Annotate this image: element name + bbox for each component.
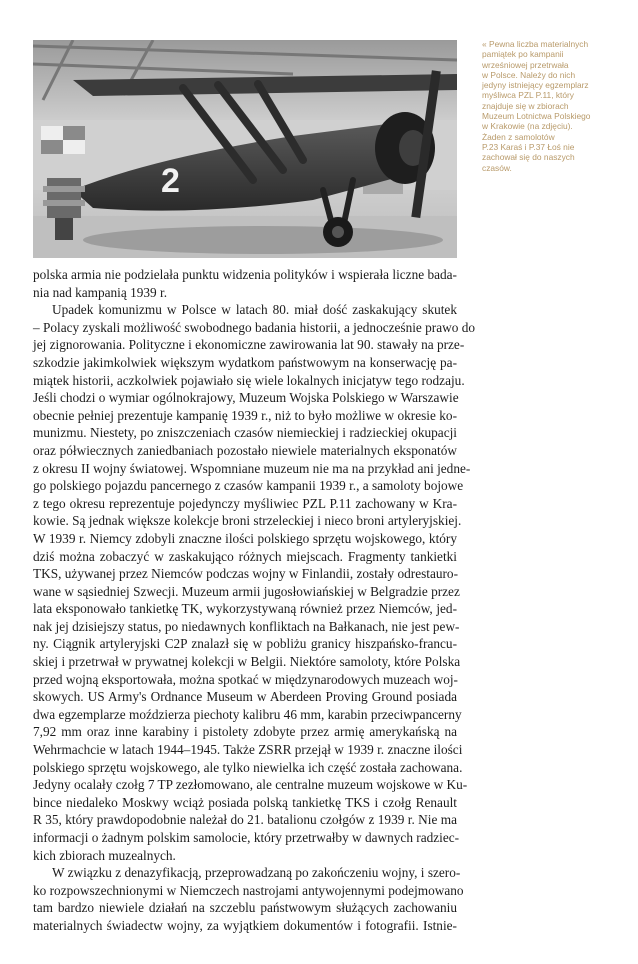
text-line: z okresu II wojny światowej. Wspomniane muzeum nie ma na przykład ani jedne- <box>33 460 471 476</box>
text-line: Wehrmachcie w latach 1944–1945. Także ZSRR przejął w 1939 r. znaczne ilości <box>33 742 463 758</box>
text-line: Jeśli chodzi o wymiar ogólnokrajowy, Muzeum Wojska Polskiego w Warszawie <box>33 390 459 406</box>
text-line: ny. Ciągnik artyleryjski C2P znalazł się w pobliżu granicy hiszpańsko-francu- <box>33 636 457 652</box>
text-line: nak jej dzisiejszy status, po niedawnych konfliktach na Bałkanach, nie jest pew- <box>33 618 460 634</box>
text-line: informacji o żadnym polskim samolocie, który przetrwałby w dawnych radziec- <box>33 830 460 845</box>
text-line: obecnie pełniej prezentuje kampanię 1939 r., niż to było możliwe w okresie ko- <box>33 407 457 423</box>
caption-line: myśliwca PZL P.11, który <box>482 90 574 101</box>
text-line: skiej i przetrwał w prywatnej kolekcji w Belgii. Niektóre samoloty, które Polska <box>33 654 461 670</box>
caption-line: pamiątek po kampanii <box>482 49 564 60</box>
caption-line: w Polsce. Należy do nich <box>482 69 576 80</box>
caption-line: w Krakowie (na zdjęciu). <box>482 121 573 132</box>
text-line: materialnych świadectw wojny, za wyjątkiem dokumentów i fotografii. Istnie- <box>33 917 457 933</box>
text-line: W związku z denazyfikacją, przeprowadzaną po zakończeniu wojny, i szero- <box>52 865 461 881</box>
text-line: W 1939 r. Niemcy zdobyli znaczne ilości polskiego sprzętu wojskowego, który <box>33 530 457 546</box>
main-text <box>33 266 476 935</box>
caption-line: Muzeum Lotnictwa Polskiego <box>482 111 591 122</box>
text-line: Upadek komunizmu w Polsce w latach 80. miał dość zaskakujący skutek <box>52 302 457 318</box>
floor-shadow <box>83 226 443 254</box>
text-line: polska armia nie podzielała punktu widzenia polityków i wspierała liczne bada- <box>33 267 457 282</box>
caption-line: Żaden z samolotów <box>482 131 555 142</box>
text-line: jej zignorowania. Polityczne i ekonomiczne zawirowania lat 90. stawały na prze- <box>33 337 465 353</box>
aircraft-photo <box>33 40 457 258</box>
text-line: bince niedaleko Moskwy wciąż posiada polską tankietkę TKS i czołg Renault <box>33 794 457 810</box>
caption-line: zachował się do naszych <box>482 152 575 163</box>
text-line: wane w sąsiedniej Szwecji. Muzeum armii jugosłowiańskiej w Belgradzie przez <box>33 583 460 599</box>
text-line: szkodzie jakimkolwiek większym wydatkom państwowym na konserwację pa- <box>33 354 457 370</box>
text-line: kowie. Są jednak większe kolekcje broni strzeleckiej i nieco broni artyleryjskiej. <box>33 513 462 529</box>
caption-line: wrześniowej przetrwała <box>482 59 569 70</box>
text-line: dziś można zobaczyć w zaskakująco różnych miejscach. Fragmenty tankietki <box>33 548 457 564</box>
text-line: R 35, który prawdopodobnie należał do 21. batalionu czołgów z 1939 r. Nie ma <box>33 812 457 828</box>
caption-line: jedyny istniejący egzemplarz <box>482 80 589 91</box>
paragraph <box>33 864 464 934</box>
caption-line: znajduje się w zbiorach <box>482 100 569 111</box>
text-line: TKS, używanej przez Niemców podczas wojny w Finlandii, zostały odrestauro- <box>33 566 459 582</box>
text-line: skowych. US Army's Ordnance Museum w Aberdeen Proving Ground posiada <box>33 689 457 705</box>
caption-line: czasów. <box>482 162 512 173</box>
text-line: przed wojną eksportowała, można spotkać w międzynarodowych muzeach woj- <box>33 671 458 687</box>
text-line: miątek historii, aczkolwiek pojawiało się wiele lokalnych inicjatyw tego rodzaju. <box>33 372 465 388</box>
text-line: z tego okresu reprezentuje pojedynczy myśliwiec PZL P.11 zachowany w Kra- <box>33 495 457 511</box>
text-line: 7,92 mm oraz inne karabiny i pistolety zdobyte przez armię amerykańską na <box>33 724 457 740</box>
fuselage-number: 2 <box>161 162 180 200</box>
text-line: polskiego sprzętu wojskowego, ale tylko niewielka ich część została zachowana. <box>33 759 463 775</box>
text-line: dwa egzemplarze moździerza piechoty kalibru 46 mm, karabin przeciwpancerny <box>33 706 462 722</box>
caption-line: « Pewna liczba materialnych <box>482 39 589 49</box>
text-line: kich zbiorach muzealnych. <box>33 847 176 863</box>
text-line: nia nad kampanią 1939 r. <box>33 284 168 300</box>
aircraft-illustration <box>33 40 457 258</box>
text-line: oraz półwiecznych zaniedbaniach pozostało niewiele materialnych eksponatów <box>33 442 457 458</box>
photo-caption <box>482 39 602 173</box>
text-line: go polskiego pojazdu pancernego z czasów kampanii 1939 r., a samoloty bojowe <box>33 478 464 494</box>
text-line: – Polacy zyskali możliwość swobodnego badania historii, a jednocześnie prawo do <box>33 319 476 335</box>
caption-line: P.23 Karaś i P.37 Łoś nie <box>482 141 575 152</box>
text-line: lata eksponowało tankietkę TK, wykorzystywaną również przez Niemców, jed- <box>33 601 457 617</box>
text-line: munizmu. Niestety, po zniszczeniach czasów niemieckiej i radzieckiej okupacji <box>33 425 457 441</box>
paragraph <box>33 266 457 301</box>
text-line: Jedyny ocalały czołg 7 TP zezłomowano, ale centralne muzeum wojskowe w Ku- <box>33 777 468 793</box>
paragraph <box>33 301 476 864</box>
text-line: ko rozpowszechnionymi w Niemczech nastrojami antywojennymi podejmowano <box>33 882 464 898</box>
text-line: tam bardzo niewiele działań na szczeblu państwowym służących zachowaniu <box>33 900 457 916</box>
